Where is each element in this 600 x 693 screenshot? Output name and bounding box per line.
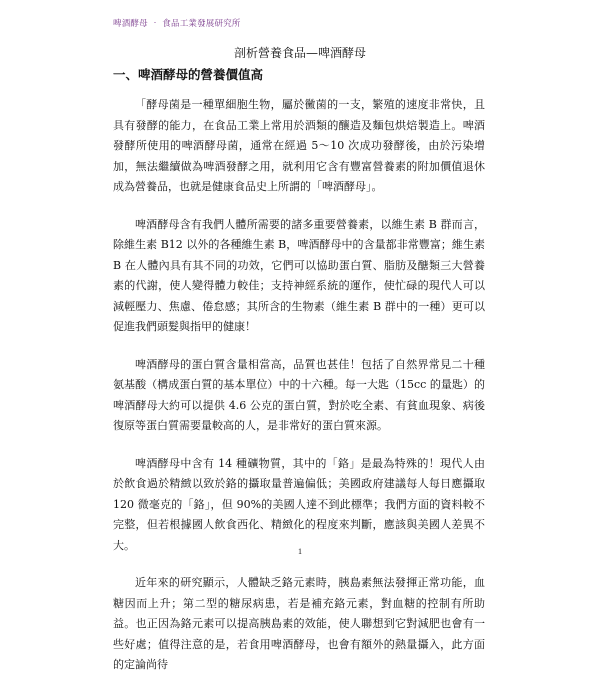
paragraph-3: 啤酒酵母的蛋白質含量相當高，品質也甚佳！包括了自然界常見二十種氨基酸（構成蛋白質的基本單位）中的十六種。每一大匙（15cc 的量匙）的啤酒酵母大約可以提供 4.6 公克的蛋白質，對於吃全素、有貧血現象、病後復原等蛋白質需要量較高的人，是非常好的蛋白質來源。 [113,357,485,432]
document-title: 剖析營養食品—啤酒酵母 [233,46,366,60]
paragraph-5: 近年來的研究顯示，人體缺乏鉻元素時，胰島素無法發揮正常功能，血糖因而上升；第二型的糖尿病患，若是補充鉻元素，對血糖的控制有所助益。也正因為鉻元素可以提高胰島素的效能，使人聯想到它對減肥也會有一些好處；值得注意的是，若食用啤酒酵母，也會有額外的熱量攝入，此方面的定論尚待 [113,576,485,671]
page-number: 1 [298,547,302,556]
paragraph-1: 「酵母菌是一種單細胞生物，屬於黴菌的一支，繁殖的速度非常快，且具有發酵的能力，在食品工業上常用於酒類的釀造及麵包烘焙製造上。啤酒發酵所使用的啤酒酵母菌，通常在經過 5～10 次成功發酵後，由於污染增加，無法繼續做為啤酒發酵之用，就利用它含有豐富營養素的附加價值退休成為營養品，也就是健康食品史上所謂的「啤酒酵母」。 [113,98,485,193]
paragraph-2: 啤酒酵母含有我們人體所需要的諸多重要營養素，以維生素 B 群而言，除維生素 B12 以外的各種維生素 B，啤酒酵母中的含量都非常豐富；維生素 B 在人體內具有其不同的功效，它們可以協助蛋白質、脂肪及醣類三大營養素的代謝，使人變得體力較佳；支持神經系統的運作，使忙碌的現代人可以減輕壓力、焦慮、倦怠感；其所含的生物素（維生素 B 群中的一種）更可以促進我們頭髮與指甲的健康！ [113,217,485,333]
paragraph-4: 啤酒酵母中含有 14 種礦物質，其中的「鉻」是最為特殊的！現代人由於飲食過於精緻以致於鉻的攝取量普遍偏低；美國政府建議每人每日應攝取 120 微毫克的「鉻」，但 90%的美國人達不到此標準；我們方面的資料較不完整，但若根據國人飲食西化、精緻化的程度來判斷，應該與美國人差異不大。 [113,456,485,552]
section-heading: 一、啤酒酵母的營養價值高 [113,67,264,82]
body-text [113,95,485,693]
running-header: 啤酒酵母 ‧ 食品工業發展研究所 [113,19,241,29]
